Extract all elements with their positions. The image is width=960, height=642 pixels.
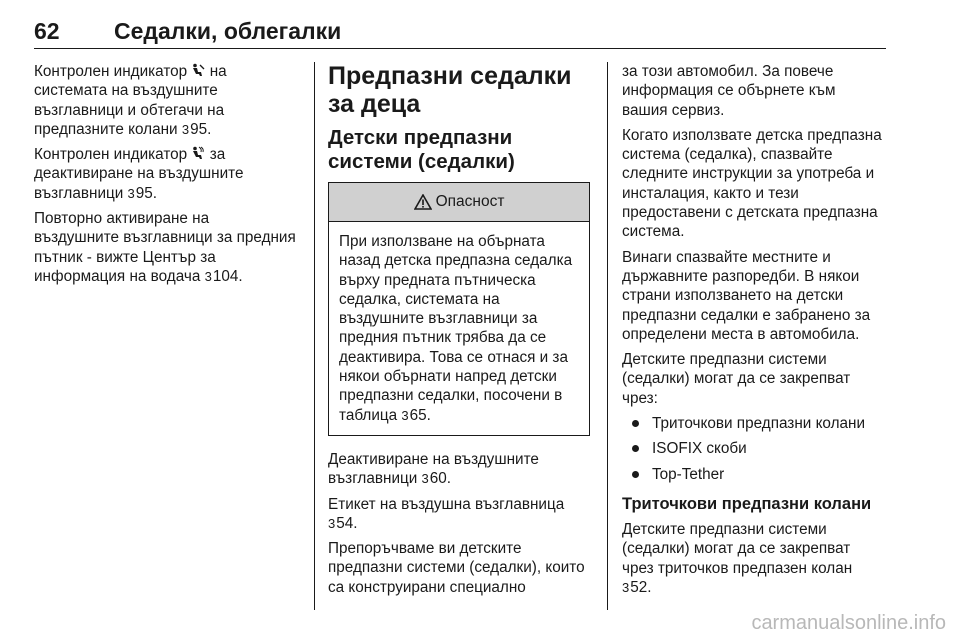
warning-body: При използване на обърната назад детска предпазна седалка върху предната пътническа седалка, системата на въздушните възглавници за предния пътник трябва да се деактивира. Това се отнася и за някои обърнати напред детски предпазни седалки, посочени в таблица 365.	[339, 233, 573, 424]
page-reference[interactable]: 104.	[212, 267, 243, 285]
page-reference[interactable]: 60.	[429, 470, 452, 488]
warning-triangle-icon	[414, 194, 432, 210]
column-middle	[328, 62, 590, 603]
warning-box	[328, 182, 590, 436]
subsection-heading: Детски предпазни системи (седалки)	[328, 126, 515, 173]
chapter-title: Седалки, облегалки	[114, 18, 342, 44]
reference-arrow-icon: 3	[328, 515, 336, 531]
page-header	[34, 18, 886, 49]
section-heading: Предпазни седалки за деца	[328, 62, 572, 118]
column-divider	[607, 62, 608, 610]
paragraph-reactivation: Повторно активиране на въздушните възглавници за предния пътник - вижте Център за информация на водача 3104.	[34, 210, 296, 285]
paragraph-usage-instructions: Когато използвате детска предпазна система (седалка), спазвайте следните инструкции за употреба и инсталация, както и тези предоставени с детската предпазна система.	[622, 126, 882, 241]
warning-title: Опасност	[435, 193, 505, 211]
warning-header	[329, 183, 589, 222]
reference-arrow-icon: 3	[204, 268, 212, 284]
page-reference[interactable]: 52.	[630, 578, 652, 596]
reference-arrow-icon: 3	[401, 407, 409, 423]
reference-arrow-icon: 3	[181, 121, 190, 137]
column-left	[34, 62, 296, 292]
page-reference[interactable]: 95.	[190, 120, 212, 138]
column-divider	[314, 62, 315, 610]
paragraph-regulations: Винаги спазвайте местните и държавните разпоредби. В някои страни използването на детски предпазни седалки е забранено за определени места в автомобила.	[622, 248, 871, 343]
fixation-list	[622, 414, 884, 484]
paragraph-deactivation: Деактивиране на въздушните възглавници 360.	[328, 450, 539, 488]
paragraph-recommendation: Препоръчваме ви детските предпазни системи (седалки), които са конструирани специално	[328, 540, 585, 596]
paragraph-indicator-airbag-off: Контролен индикатор за деактивиране на въздушните възглавници 395.	[34, 146, 244, 202]
paragraph-fixation-methods: Детските предпазни системи (седалки) могат да се закрепват чрез:	[622, 351, 851, 407]
column-right	[622, 62, 884, 603]
paragraph-airbag-label: Етикет на въздушна възглавница 354.	[328, 495, 565, 532]
list-item: ISOFIX скоби	[622, 439, 884, 458]
reference-arrow-icon: 3	[421, 471, 429, 487]
list-item: Top-Tether	[622, 465, 884, 484]
subsection-heading: Триточкови предпазни колани	[622, 494, 872, 513]
airbag-off-indicator-icon	[191, 146, 205, 160]
page-number: 62	[34, 18, 60, 44]
page-reference[interactable]: 95.	[135, 184, 158, 202]
watermark: carmanualsonline.info	[751, 612, 946, 634]
page-reference[interactable]: 65.	[409, 406, 431, 424]
reference-arrow-icon: 3	[127, 185, 135, 201]
paragraph-three-point-belts: Детските предпазни системи (седалки) могат да се закрепват чрез триточков предпазен колан 352.	[622, 520, 853, 596]
airbag-seatbelt-indicator-icon	[191, 63, 205, 77]
paragraph-indicator-airbag: Контролен индикатор на системата на въздушните възглавници и обтегачи на предпазните колани 395.	[34, 63, 227, 138]
paragraph-continuation: за този автомобил. За повече информация се обърнете към вашия сервиз.	[622, 63, 836, 119]
list-item: Триточкови предпазни колани	[622, 414, 884, 433]
reference-arrow-icon: 3	[622, 579, 630, 595]
page-reference[interactable]: 54.	[336, 514, 358, 532]
